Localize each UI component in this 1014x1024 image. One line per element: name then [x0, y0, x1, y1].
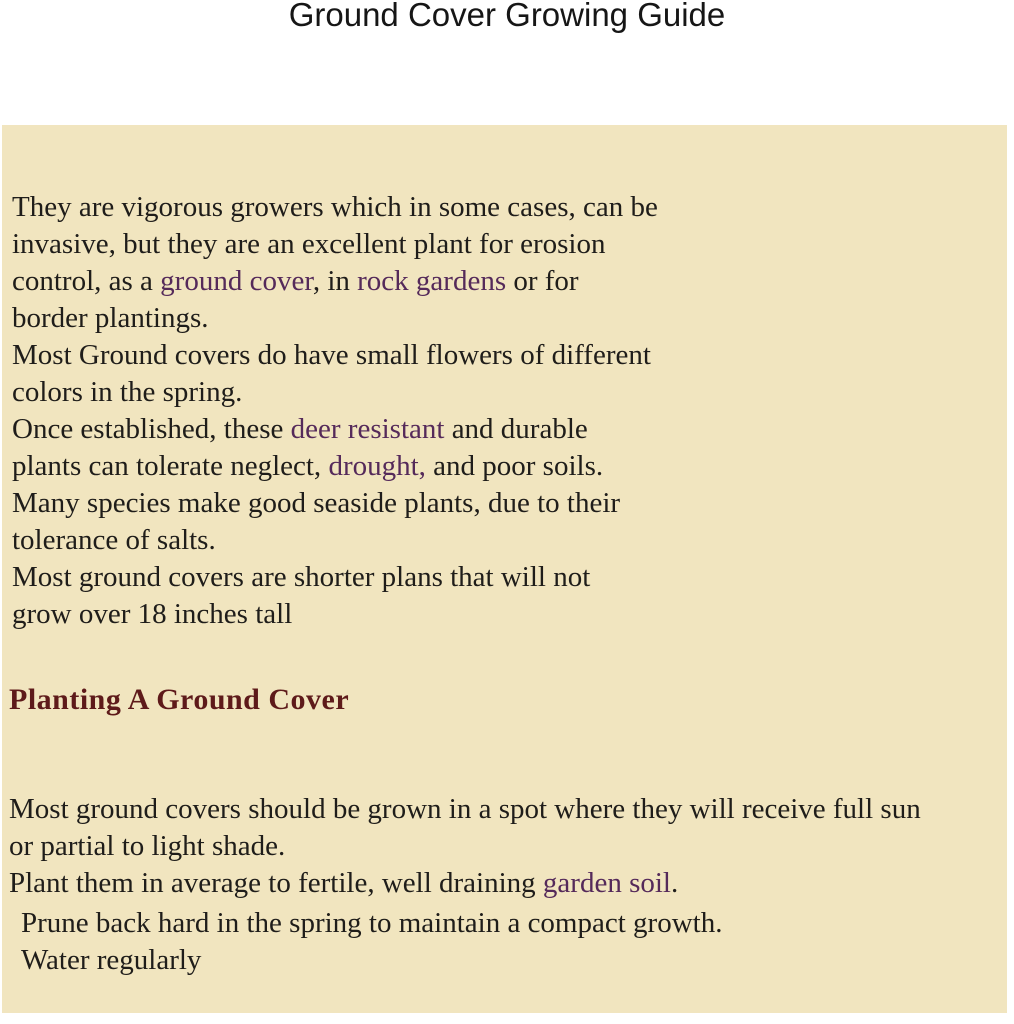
text-segment: .: [670, 867, 679, 899]
text-segment: Water regularly: [21, 944, 202, 976]
text-segment: Most ground covers should be grown in a spot where they will receive full sun: [9, 793, 921, 825]
text-segment: Many species make good seaside plants, due to their: [12, 487, 621, 519]
text-segment: Plant them in average to fertile, well draining: [9, 867, 543, 899]
text-segment: tolerance of salts.: [12, 524, 216, 556]
text-segment: invasive, but they are an excellent plant for erosion: [12, 228, 606, 260]
text-segment: grow over 18 inches tall: [12, 598, 293, 630]
text-segment: and durable: [444, 413, 588, 445]
text-segment: or for: [506, 265, 579, 297]
link-garden-soil[interactable]: garden soil: [542, 867, 671, 899]
link-deer-resistant[interactable]: deer resistant: [290, 413, 445, 445]
text-segment: and poor soils.: [425, 450, 604, 482]
content-panel: [2, 125, 1007, 1013]
text-segment: Prune back hard in the spring to maintain a compact growth.: [21, 907, 723, 939]
text-segment: Once established, these: [12, 413, 291, 445]
text-segment: control, as a: [12, 265, 161, 297]
section-heading: Planting A Ground Cover: [9, 683, 350, 716]
text-segment: colors in the spring.: [12, 376, 243, 408]
text-segment: They are vigorous growers which in some cases, can be: [12, 191, 658, 223]
intro-paragraph: [12, 189, 997, 633]
text-segment: plants can tolerate neglect,: [12, 450, 329, 482]
text-segment: or partial to light shade.: [9, 830, 286, 862]
link-drought[interactable]: drought,: [328, 450, 426, 482]
text-segment: , in: [312, 265, 358, 297]
text-segment: border plantings.: [12, 302, 209, 334]
text-segment: Most Ground covers do have small flowers of different: [12, 339, 651, 371]
text-segment: Most ground covers are shorter plans that will not: [12, 561, 591, 593]
link-rock-gardens[interactable]: rock gardens: [357, 265, 507, 297]
link-ground-cover[interactable]: ground cover: [160, 265, 313, 297]
planting-paragraph: [9, 791, 997, 902]
care-paragraph: [21, 905, 997, 979]
page-title: Ground Cover Growing Guide: [288, 0, 726, 33]
